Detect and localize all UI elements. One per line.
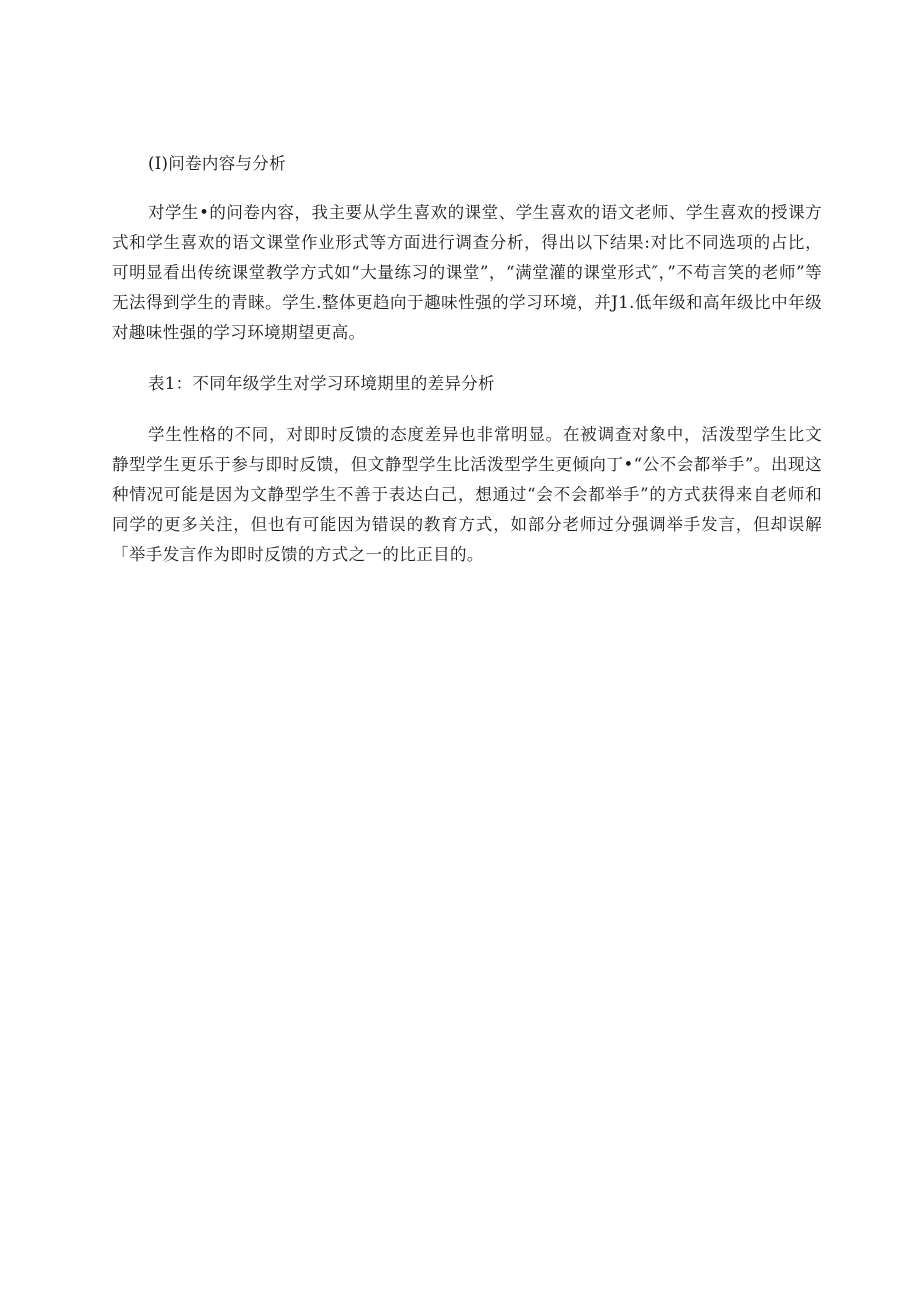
table-caption: 表1：不同年级学生对学习环境期里的差异分析: [148, 374, 495, 393]
paragraph-survey-analysis: 对学生•的问卷内容，我主要从学生喜欢的课堂、学生喜欢的语文老师、学生喜欢的授课方式和学生喜欢的语文课堂作业形式等方面进行调查分析，得出以下结果:对比不同选项的占比，可明显看出传统课堂教学方式如“大量练习的课堂”，“满堂灌的课堂形式″，”不苟言笑的老师”等无法得到学生的青睐。学生.整体更趋向于趣味性强的学习环境，并J1.低年级和高年级比中年级对趣味性强的学习环境期望更高。: [112, 203, 822, 342]
paragraph-personality-feedback: 学生性格的不同，对即时反馈的态度差异也非常明显。在被调查对象中，活泼型学生比文静型学生更乐于参与即时反馈，但文静型学生比活泼型学生更倾向丁•“公不会都举手”。出现这种情况可能是因为文静型学生不善于表达白己，想通过“会不会都举手”的方式获得来自老师和同学的更多关注，但也有可能因为错误的教育方式，如部分老师过分强调举手发言，但却误解「举手发言作为即时反馈的方式之一的比正目的。: [112, 425, 822, 564]
document-body: [112, 150, 822, 592]
section-heading: (I)问卷内容与分析: [148, 154, 286, 173]
